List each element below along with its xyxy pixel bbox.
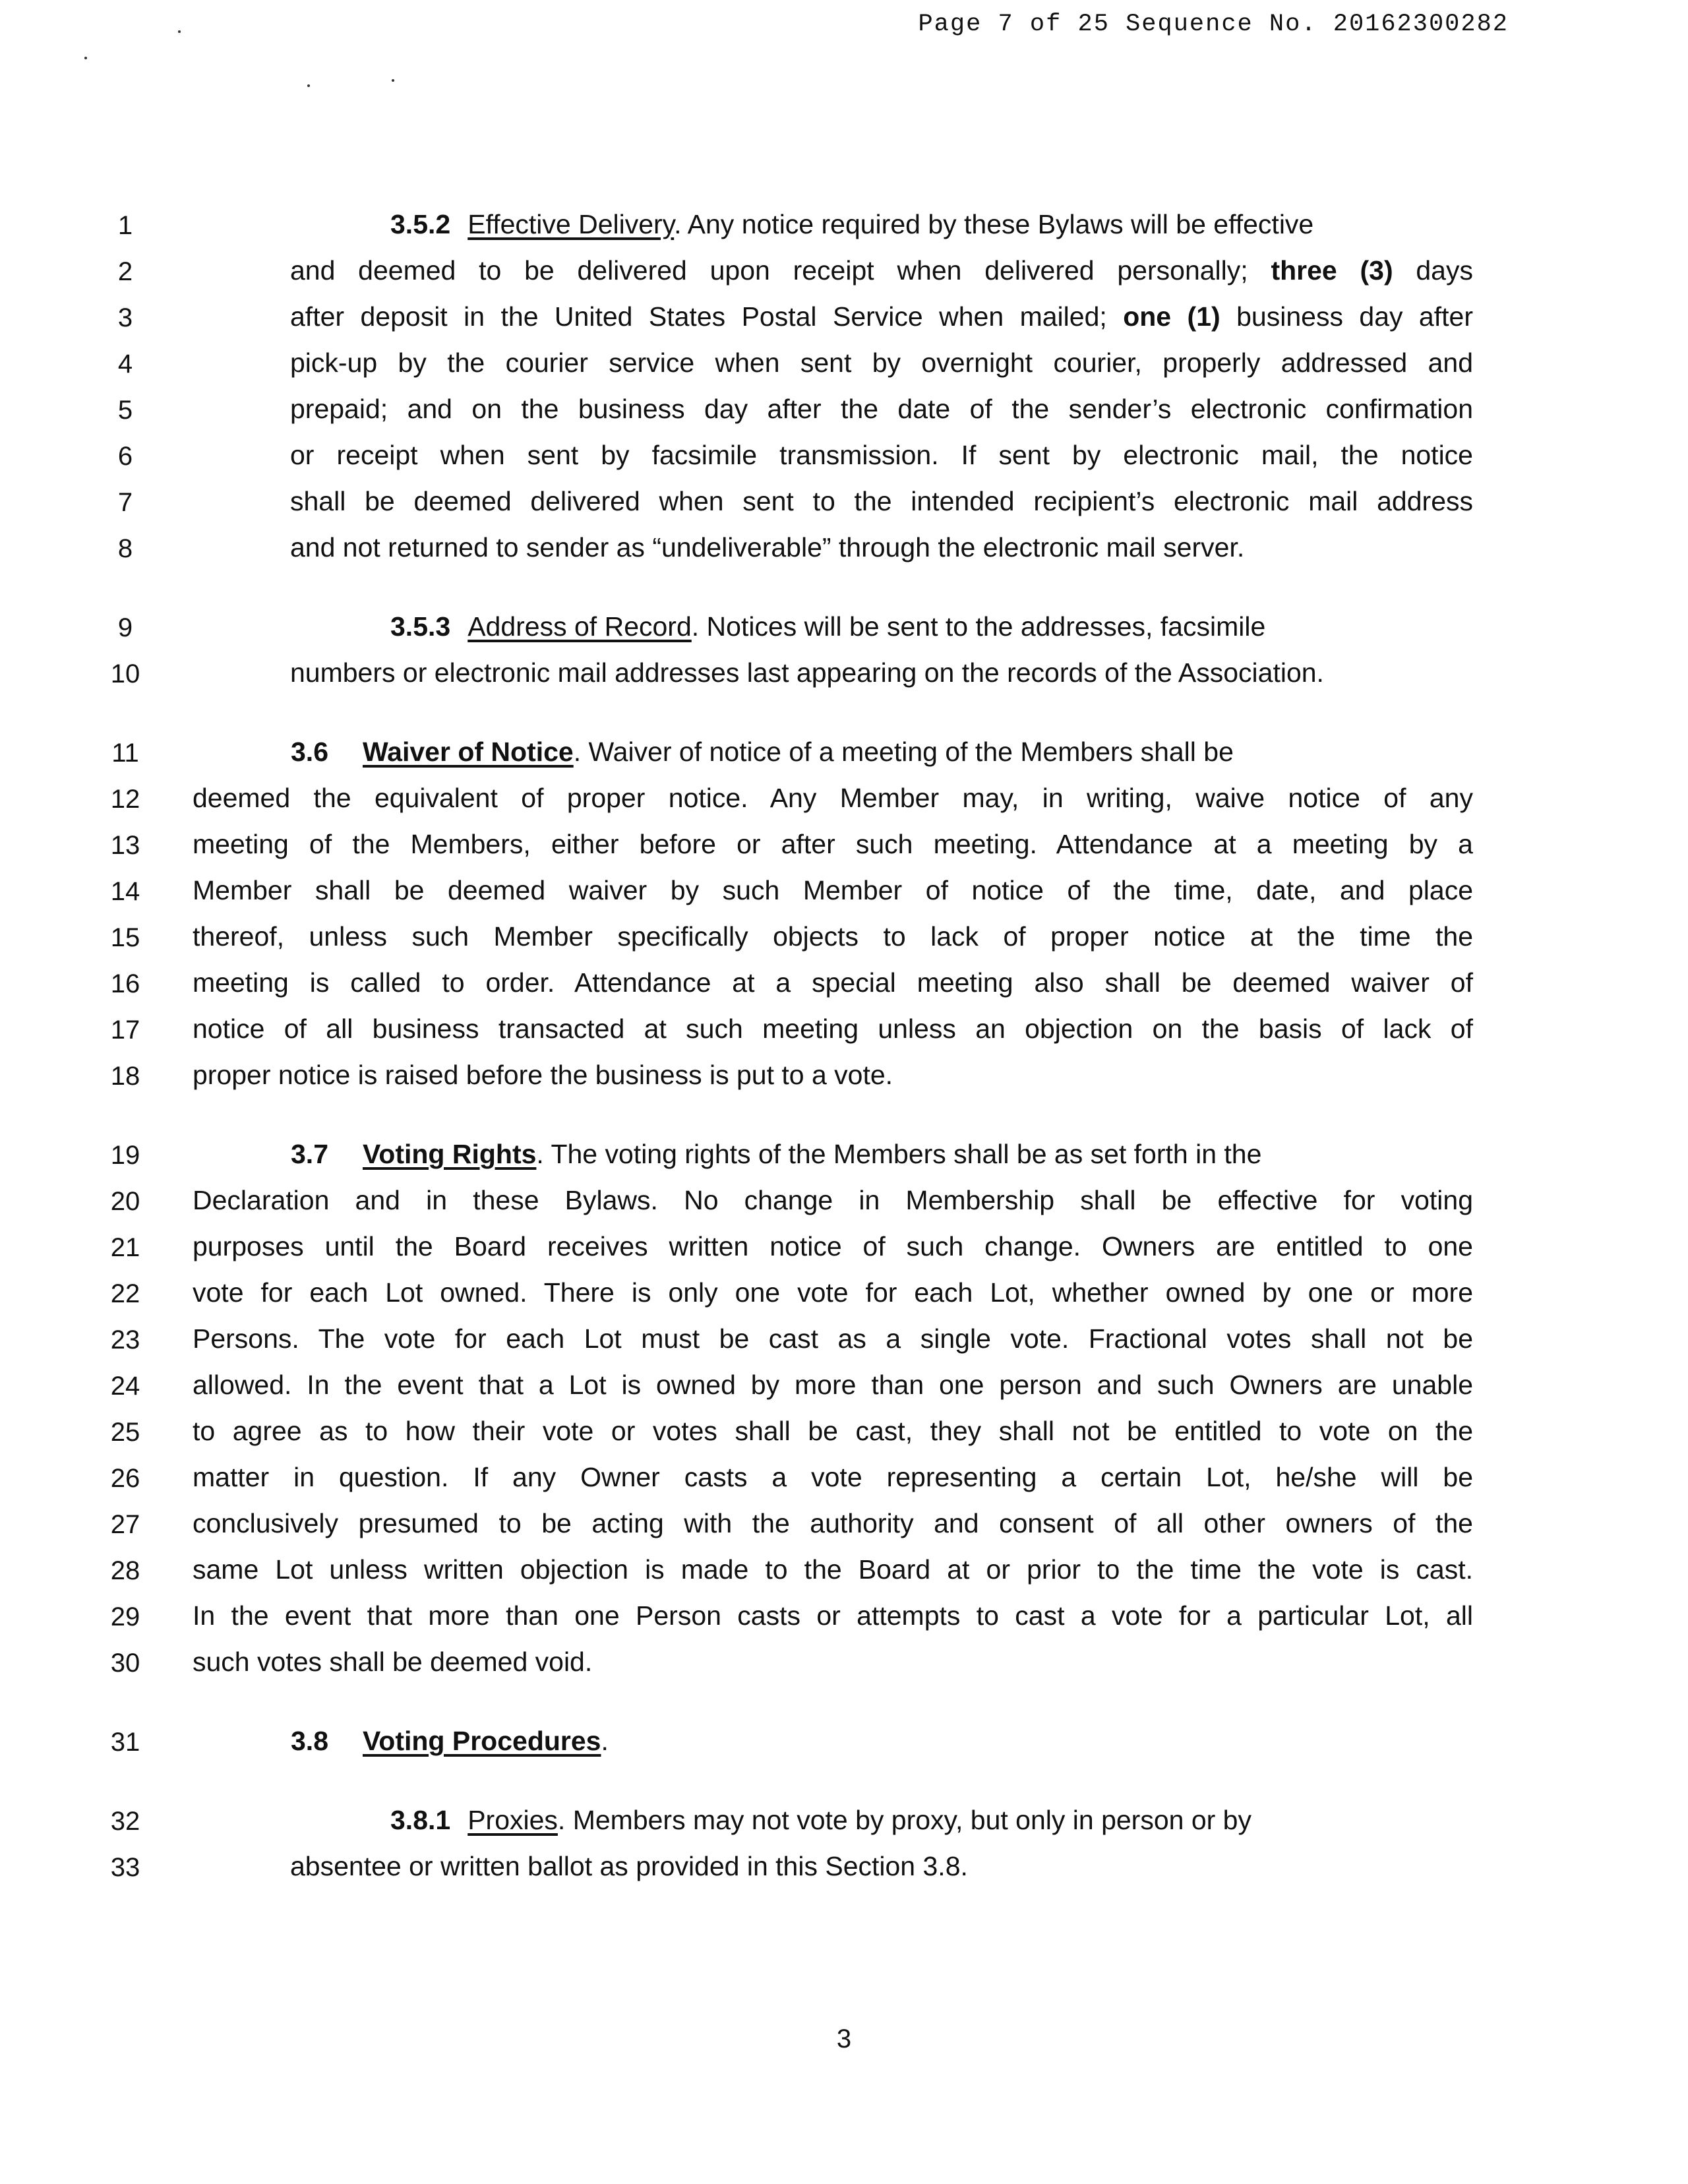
text-line: absentee or written ballot as provided in this Section 3.8.	[290, 1851, 968, 1881]
section-3-5-3-line-1	[390, 611, 1265, 642]
text-run: . Waiver of notice of a meeting of the Members shall be	[573, 737, 1234, 767]
section-title: Effective Delivery	[467, 209, 675, 239]
scan-speck	[307, 84, 310, 87]
line-number: 4	[117, 349, 133, 379]
text-line: Member shall be deemed waiver by such Member of notice of the time, date, and place	[193, 875, 1473, 905]
scan-speck	[178, 30, 181, 33]
text-line: numbers or electronic mail addresses last appearing on the records of the Association.	[290, 657, 1324, 688]
line-number: 13	[110, 831, 140, 860]
line-number: 19	[110, 1141, 140, 1170]
section-3-8-heading	[291, 1725, 609, 1757]
text-run: . Any notice required by these Bylaws will be effective	[674, 209, 1314, 239]
section-number: 3.8.1	[390, 1805, 451, 1835]
section-title: Waiver of Notice	[363, 737, 574, 767]
text-line: prepaid; and on the business day after the date of the sender’s electronic confirmation	[290, 394, 1473, 424]
emphasis-term: three (3)	[1271, 255, 1393, 286]
line-number: 5	[117, 396, 133, 425]
text-line: conclusively presumed to be acting with the authority and consent of all other owners of the	[193, 1508, 1473, 1538]
section-3-6-line-1	[291, 736, 1234, 768]
line-number: 11	[111, 739, 139, 768]
section-number: 3.6	[291, 737, 328, 767]
text-line: purposes until the Board receives written notice of such change. Owners are entitled to one	[193, 1231, 1473, 1261]
line-number: 28	[110, 1556, 140, 1585]
text-line: notice of all business transacted at such meeting unless an objection on the basis of lack of	[193, 1014, 1473, 1044]
line-number: 26	[110, 1464, 140, 1493]
section-3-8-1-line-1	[390, 1804, 1251, 1836]
section-title: Voting Rights	[363, 1139, 537, 1169]
line-number: 23	[110, 1325, 140, 1354]
section-title: Voting Procedures	[363, 1726, 601, 1756]
text-line: deemed the equivalent of proper notice. Any Member may, in writing, waive notice of any	[193, 783, 1473, 813]
text-line: Persons. The vote for each Lot must be cast as a single vote. Fractional votes shall not be	[193, 1323, 1473, 1354]
line-number: 2	[117, 257, 133, 286]
section-number: 3.8	[291, 1726, 328, 1756]
text-line	[290, 255, 1473, 286]
line-number: 8	[117, 534, 133, 563]
section-3-7-line-1	[291, 1138, 1261, 1170]
text-line: or receipt when sent by facsimile transmission. If sent by electronic mail, the notice	[290, 440, 1473, 470]
text-line: to agree as to how their vote or votes shall be cast, they shall not be entitled to vote on the	[193, 1416, 1473, 1446]
line-number: 24	[110, 1372, 140, 1401]
line-number: 6	[117, 442, 133, 471]
line-number: 18	[110, 1062, 140, 1091]
text-line: Declaration and in these Bylaws. No change in Membership shall be effective for voting	[193, 1185, 1473, 1215]
line-number: 16	[110, 969, 140, 998]
line-number: 30	[110, 1649, 140, 1678]
line-number: 10	[110, 659, 140, 688]
line-number: 14	[110, 877, 140, 906]
section-title: Address of Record	[467, 611, 692, 642]
section-title: Proxies	[467, 1805, 558, 1835]
line-number: 15	[110, 923, 140, 952]
scan-speck	[392, 79, 394, 82]
text-run: days	[1416, 255, 1473, 286]
text-line: and not returned to sender as “undeliverable” through the electronic mail server.	[290, 532, 1245, 562]
section-3-5-2-line-1	[390, 208, 1313, 240]
line-number: 9	[117, 613, 133, 642]
line-number: 27	[110, 1510, 140, 1539]
text-run: . The voting rights of the Members shall be as set forth in the	[536, 1139, 1262, 1169]
text-run: after deposit in the United States Postal Service when mailed;	[290, 301, 1107, 332]
line-number: 21	[110, 1233, 140, 1262]
text-line: shall be deemed delivered when sent to the intended recipient’s electronic mail address	[290, 486, 1473, 516]
text-run: .	[601, 1726, 609, 1756]
line-number: 1	[117, 211, 133, 240]
text-line: same Lot unless written objection is made to the Board at or prior to the time the vote is cast.	[193, 1554, 1473, 1585]
text-line: thereof, unless such Member specifically objects to lack of proper notice at the time the	[193, 921, 1473, 952]
text-line: proper notice is raised before the business is put to a vote.	[193, 1060, 893, 1090]
scan-speck	[84, 57, 87, 59]
text-line: meeting of the Members, either before or after such meeting. Attendance at a meeting by a	[193, 829, 1473, 859]
line-number: 33	[110, 1853, 140, 1882]
section-number: 3.7	[291, 1139, 328, 1169]
text-line: matter in question. If any Owner casts a vote representing a certain Lot, he/she will be	[193, 1462, 1473, 1492]
page-stamp: Page 7 of 25 Sequence No. 20162300282	[918, 11, 1509, 38]
line-number: 7	[117, 488, 133, 517]
text-run: and deemed to be delivered upon receipt when delivered personally;	[290, 255, 1248, 286]
emphasis-term: one (1)	[1123, 301, 1221, 332]
text-line: In the event that more than one Person casts or attempts to cast a vote for a particular Lot, all	[193, 1600, 1473, 1631]
page-number: 3	[836, 2024, 852, 2053]
text-line	[290, 301, 1473, 332]
line-number: 31	[110, 1728, 140, 1757]
text-run: . Notices will be sent to the addresses, facsimile	[691, 611, 1266, 642]
line-number: 29	[110, 1602, 140, 1631]
text-line: meeting is called to order. Attendance at a special meeting also shall be deemed waiver of	[193, 967, 1473, 998]
section-number: 3.5.2	[390, 209, 451, 239]
text-line: such votes shall be deemed void.	[193, 1647, 593, 1677]
line-number: 25	[110, 1418, 140, 1447]
section-number: 3.5.3	[390, 611, 451, 642]
line-number: 3	[117, 303, 133, 332]
line-number: 22	[110, 1279, 140, 1308]
line-number: 32	[110, 1807, 140, 1836]
line-number: 12	[110, 785, 140, 814]
line-number: 20	[110, 1187, 140, 1216]
text-run: business day after	[1236, 301, 1473, 332]
text-line: allowed. In the event that a Lot is owned by more than one person and such Owners are unable	[193, 1370, 1473, 1400]
text-line: vote for each Lot owned. There is only one vote for each Lot, whether owned by one or more	[193, 1277, 1473, 1308]
line-number: 17	[110, 1016, 140, 1045]
text-run: . Members may not vote by proxy, but only in person or by	[557, 1805, 1251, 1835]
text-line: pick-up by the courier service when sent by overnight courier, properly addressed and	[290, 348, 1473, 378]
